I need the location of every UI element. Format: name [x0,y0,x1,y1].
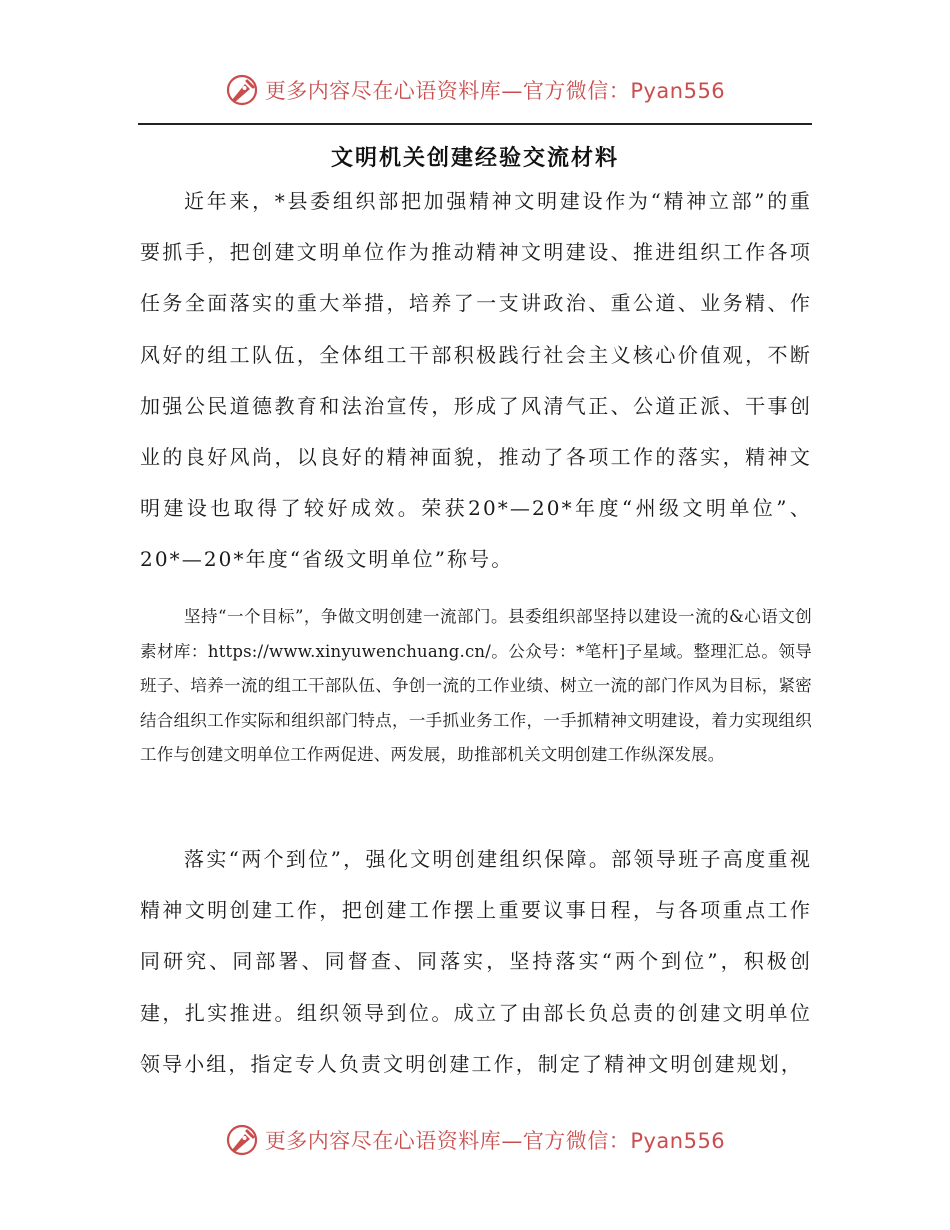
banner-brand: 更多内容尽在心语资料库 [264,1129,502,1153]
document-title: 文明机关创建经验交流材料 [330,145,619,171]
paragraph-1: 近年来，*县委组织部把加强精神文明建设作为“精神立部”的重要抓手，把创建文明单位作为推动精神文明建设、推进组织工作各项任务全面落实的重大举措，培养了一支讲政治、重公道、业务精、作风好的组工队伍，全体组工干部积极践行社会主义核心价值观，不断加强公民道德教育和法治宣传，形成了风清气正、公道正派、干事创业的良好风尚，以良好的精神面貌，推动了各项工作的落实，精神文明建设也取得了较好成效。荣获20*—20*年度“州级文明单位”、20*—20*年度“省级文明单位”称号。 [140,189,812,572]
banner-dash: — [501,1129,523,1153]
banner-brand: 更多内容尽在心语资料库 [264,79,502,103]
paragraph-2: 坚持“一个目标”，争做文明创建一流部门。县委组织部坚持以建设一流的&心语文创素材库：https://www.xinyuwenchuang.cn/。公众号：*笔杆]子星域。整理汇总。领导班子、培养一流的组工干部队伍、争创一流的工作业绩、树立一流的部门作风为目标，紧密结合组织工作实际和组织部门特点，一手抓业务工作，一手抓精神文明建设，着力实现组织工作与创建文明单位工作两促进、两发展，助推部机关文明创建工作纵深发展。 [140,607,812,765]
pen-nib-logo-icon [225,73,259,107]
header-banner [0,68,950,112]
paragraph-3: 落实“两个到位”，强化文明创建组织保障。部领导班子高度重视精神文明创建工作，把创建工作摆上重要议事日程，与各项重点工作同研究、同部署、同督查、同落实，坚持落实“两个到位”，积极创建，扎实推进。组织领导到位。成立了由部长负总责的创建文明单位领导小组，指定专人负责文明创建工作，制定了精神文明创建规划， [140,847,812,1076]
banner-wechat-id: Pyan556 [630,1129,726,1153]
banner-dash: — [501,79,523,103]
banner-wechat-label: 官方微信： [522,1129,631,1153]
banner-text [265,1125,725,1155]
footer-banner [0,1118,950,1162]
pen-nib-logo-icon [225,1123,259,1157]
header-rule [138,123,812,125]
banner-wechat-label: 官方微信： [522,79,631,103]
banner-text [265,75,725,105]
banner-wechat-id: Pyan556 [630,79,726,103]
